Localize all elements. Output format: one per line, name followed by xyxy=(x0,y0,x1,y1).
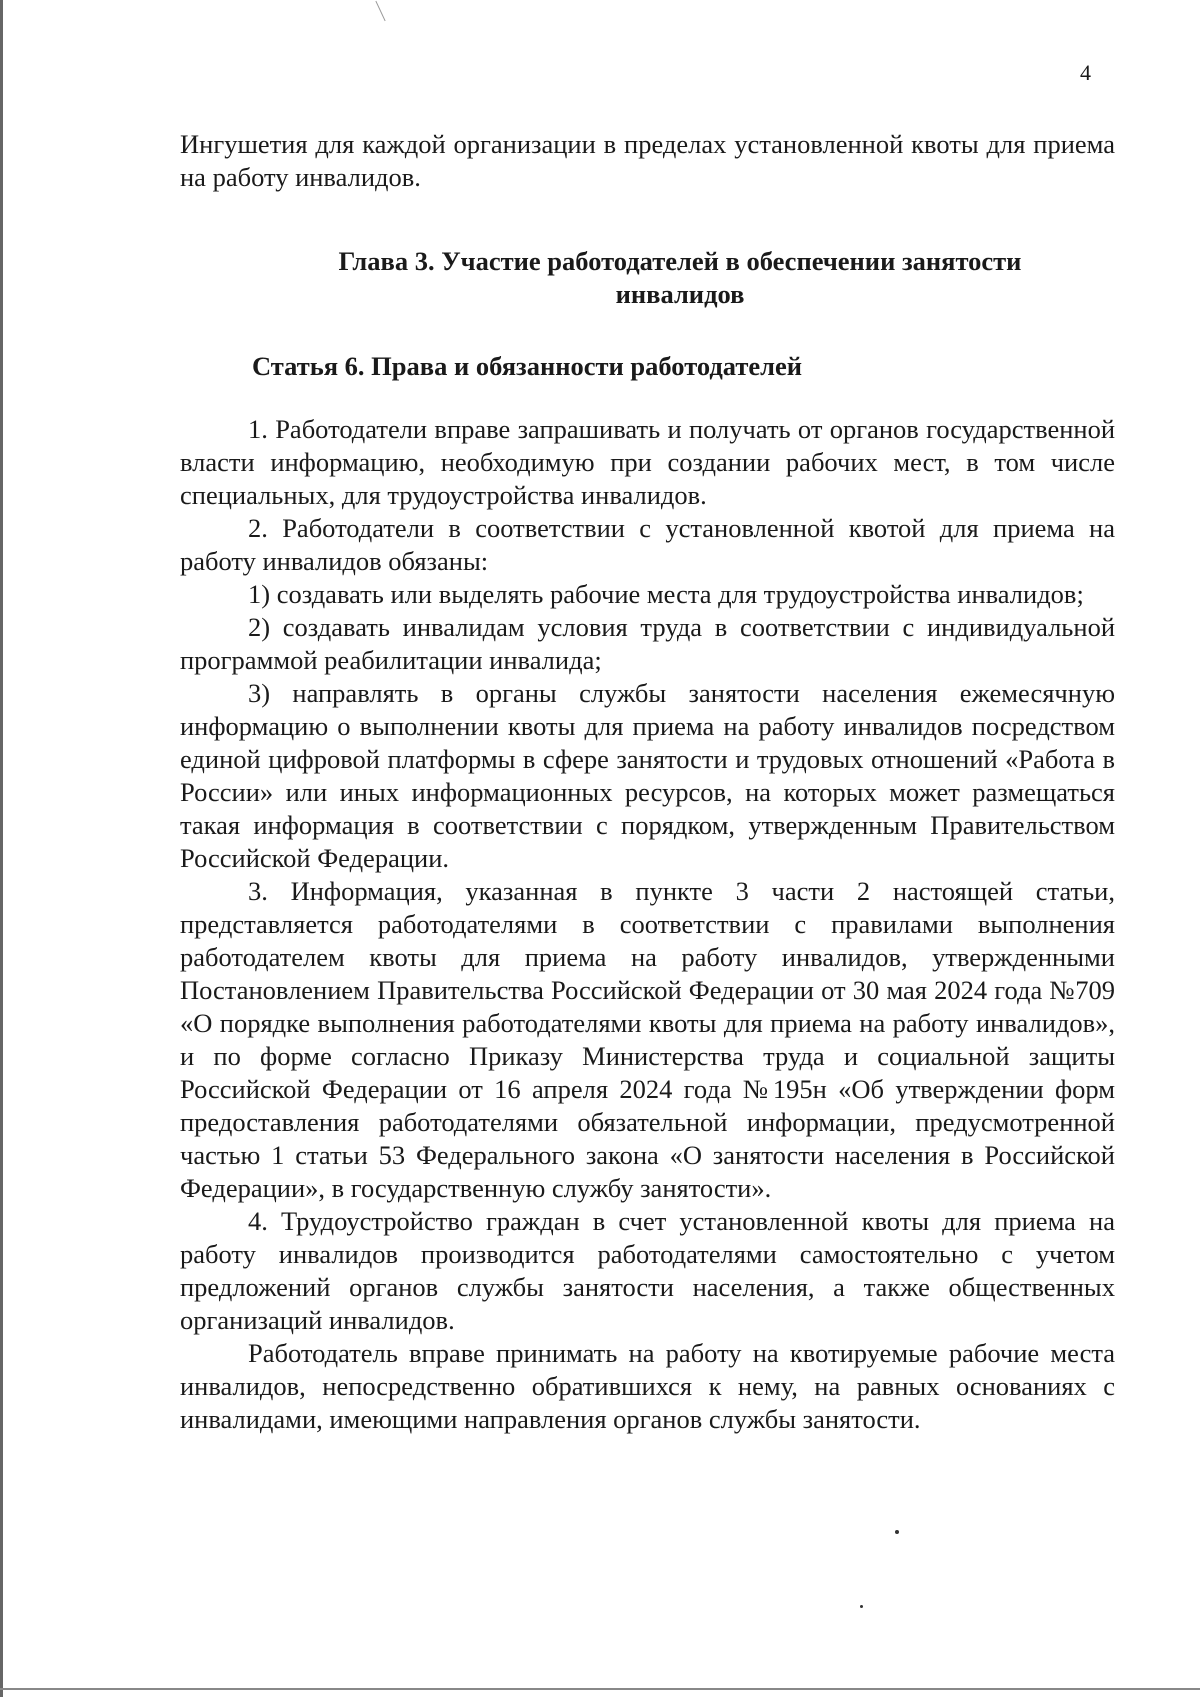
scan-dot xyxy=(895,1530,899,1534)
article-title: Статья 6. Права и обязанности работодателей xyxy=(252,351,802,381)
paragraph-4: 4. Трудоустройство граждан в счет установленной квоты для приема на работу инвалидов производится работодателями самостоятельно с учетом предложений органов службы занятости населения, а также общественных организаций инвалидов. xyxy=(180,1206,1115,1335)
chapter-title-line1: Глава 3. Участие работодателей в обеспечении занятости xyxy=(338,246,1022,276)
article-body xyxy=(180,413,1115,1436)
scan-bottom-line xyxy=(0,1688,1200,1690)
paragraph-3: 3. Информация, указанная в пункте 3 части 2 настоящей статьи, представляется работодателями в соответствии с правилами выполнения работодателем квоты для приема на работу инвалидов, утвержденными Постановлением Правительства Российской Федерации от 30 мая 2024 года №709 «О порядке выполнения работодателями квоты для приема на работу инвалидов», и по форме согласно Приказу Министерства труда и социальной защиты Российской Федерации от 16 апреля 2024 года №195н «Об утверждении форм предоставления работодателями обязательной информации, предусмотренной частью 1 статьи 53 Федерального закона «О занятости населения в Российской Федерации», в государственную службу занятости». xyxy=(180,876,1115,1203)
scan-dot xyxy=(860,1605,863,1608)
paragraph-2-item-3: 3) направлять в органы службы занятости населения ежемесячную информацию о выполнении квоты для приема на работу инвалидов посредством единой цифровой платформы в сфере занятости и трудовых отношений «Работа в России» или иных информационных ресурсов, на которых может размещаться такая информация в соответствии с порядком, утвержденным Правительством Российской Федерации. xyxy=(180,678,1115,873)
scan-left-edge xyxy=(0,0,3,1697)
paragraph-2-item-2: 2) создавать инвалидам условия труда в соответствии с индивидуальной программой реабилитации инвалида; xyxy=(180,612,1115,675)
chapter-title xyxy=(280,245,1080,311)
paragraph-2-item-1: 1) создавать или выделять рабочие места для трудоустройства инвалидов; xyxy=(248,579,1084,609)
paragraph-5: Работодатель вправе принимать на работу на квотируемые рабочие места инвалидов, непосредственно обратившихся к нему, на равных основаниях с инвалидами, имеющими направления органов службы занятости. xyxy=(180,1338,1115,1434)
scan-top-mark xyxy=(375,1,385,21)
paragraph-1: 1. Работодатели вправе запрашивать и получать от органов государственной власти информацию, необходимую при создании рабочих мест, в том числе специальных, для трудоустройства инвалидов. xyxy=(180,414,1115,510)
paragraph-2: 2. Работодатели в соответствии с установленной квотой для приема на работу инвалидов обязаны: xyxy=(180,513,1115,576)
chapter-title-line2: инвалидов xyxy=(615,279,745,309)
page-number: 4 xyxy=(1080,60,1091,85)
intro-block xyxy=(180,128,1115,194)
intro-paragraph: Ингушетия для каждой организации в пределах установленной квоты для приема на работу инвалидов. xyxy=(180,129,1115,192)
